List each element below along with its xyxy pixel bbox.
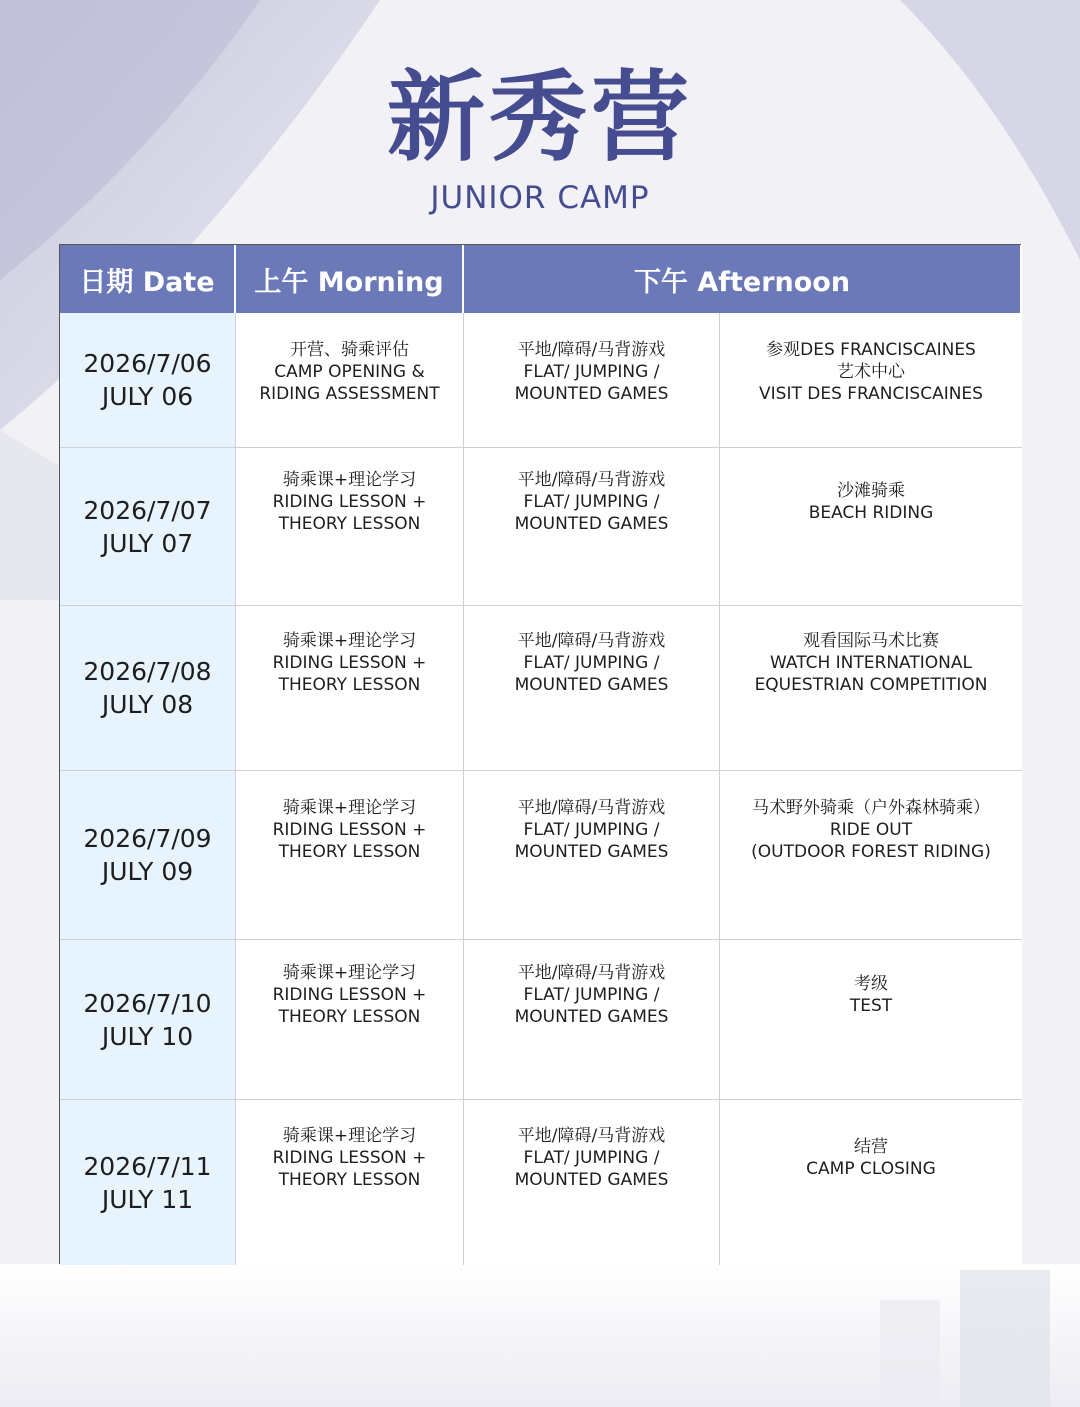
activity-en: CAMP OPENING & bbox=[274, 362, 425, 382]
activity-cn: 观看国际马术比赛 bbox=[803, 631, 939, 651]
header-afternoon: 下午 Afternoon bbox=[464, 245, 1022, 313]
afternoon-activity-cell bbox=[464, 1100, 720, 1265]
activity-en: FLAT/ JUMPING / bbox=[523, 820, 660, 840]
date-numeric: 2026/7/07 bbox=[83, 495, 212, 525]
afternoon-excursion-cell bbox=[720, 448, 1022, 606]
activity-cn: 开营、骑乘评估 bbox=[290, 340, 409, 360]
morning-cell bbox=[236, 448, 464, 606]
activity-en: FLAT/ JUMPING / bbox=[523, 653, 660, 673]
activity-cn: 平地/障碍/马背游戏 bbox=[517, 962, 666, 983]
morning-cell bbox=[236, 1100, 464, 1265]
afternoon-excursion-cell bbox=[720, 771, 1022, 940]
morning-cell bbox=[236, 940, 464, 1100]
activity-en: THEORY LESSON bbox=[278, 1169, 421, 1190]
afternoon-excursion-cell bbox=[720, 313, 1022, 448]
date-numeric: 2026/7/08 bbox=[83, 657, 212, 686]
activity-cn: 考级 bbox=[854, 973, 888, 994]
activity-en: EQUESTRIAN COMPETITION bbox=[754, 675, 988, 695]
afternoon-activity-cell bbox=[464, 940, 720, 1100]
page-subtitle: JUNIOR CAMP bbox=[430, 180, 650, 216]
activity-en: RIDE OUT bbox=[829, 820, 913, 840]
afternoon-excursion-cell bbox=[720, 606, 1022, 771]
date-cell bbox=[60, 606, 236, 771]
activity-en: MOUNTED GAMES bbox=[514, 1006, 669, 1027]
activity-en: MOUNTED GAMES bbox=[514, 513, 669, 534]
date-numeric: 2026/7/10 bbox=[83, 988, 212, 1018]
activity-cn: 平地/障碍/马背游戏 bbox=[517, 631, 666, 651]
date-english: JULY 11 bbox=[101, 1184, 194, 1214]
activity-en: FLAT/ JUMPING / bbox=[523, 491, 660, 512]
date-english: JULY 10 bbox=[101, 1021, 194, 1051]
activity-en: BEACH RIDING bbox=[808, 502, 934, 523]
activity-en: FLAT/ JUMPING / bbox=[523, 362, 660, 382]
date-english: JULY 06 bbox=[101, 382, 194, 411]
activity-cn: 结营 bbox=[854, 1136, 888, 1157]
activity-cn: 骑乘课+理论学习 bbox=[282, 962, 417, 983]
morning-cell bbox=[236, 771, 464, 940]
page-title: 新秀营 bbox=[386, 61, 693, 175]
afternoon-activity-cell bbox=[464, 313, 720, 448]
morning-cell bbox=[236, 606, 464, 771]
activity-cn: 参观DES FRANCISCAINES bbox=[766, 340, 976, 360]
activity-en: MOUNTED GAMES bbox=[514, 384, 669, 404]
activity-cn: 马术野外骑乘（户外森林骑乘） bbox=[752, 798, 990, 818]
activity-cn: 骑乘课+理论学习 bbox=[282, 1125, 417, 1146]
activity-en: FLAT/ JUMPING / bbox=[523, 984, 660, 1005]
afternoon-activity-cell bbox=[464, 606, 720, 771]
activity-cn: 沙滩骑乘 bbox=[837, 480, 905, 501]
activity-en: RIDING ASSESSMENT bbox=[259, 384, 440, 404]
activity-en: THEORY LESSON bbox=[278, 513, 421, 534]
activity-en: CAMP CLOSING bbox=[806, 1158, 936, 1179]
activity-en: RIDING LESSON + bbox=[272, 984, 427, 1005]
header-date: 日期 Date bbox=[60, 245, 236, 313]
activity-cn: 骑乘课+理论学习 bbox=[282, 469, 417, 490]
activity-en: VISIT DES FRANCISCAINES bbox=[759, 384, 983, 404]
date-english: JULY 08 bbox=[101, 690, 194, 719]
activity-en: THEORY LESSON bbox=[278, 1006, 421, 1027]
schedule-table bbox=[59, 244, 1021, 1264]
header-morning: 上午 Morning bbox=[236, 245, 464, 313]
activity-en: MOUNTED GAMES bbox=[514, 842, 669, 862]
afternoon-excursion-cell bbox=[720, 1100, 1022, 1265]
date-cell bbox=[60, 1100, 236, 1265]
activity-en: MOUNTED GAMES bbox=[514, 675, 669, 695]
activity-en: RIDING LESSON + bbox=[272, 820, 427, 840]
activity-en: RIDING LESSON + bbox=[272, 1147, 427, 1168]
date-english: JULY 09 bbox=[101, 857, 194, 886]
activity-cn: 艺术中心 bbox=[837, 362, 905, 382]
date-numeric: 2026/7/09 bbox=[83, 824, 212, 853]
activity-cn: 平地/障碍/马背游戏 bbox=[517, 1125, 666, 1146]
date-numeric: 2026/7/11 bbox=[83, 1151, 212, 1181]
activity-en: WATCH INTERNATIONAL bbox=[770, 653, 972, 673]
activity-cn: 骑乘课+理论学习 bbox=[282, 798, 417, 818]
afternoon-activity-cell bbox=[464, 448, 720, 606]
date-cell bbox=[60, 448, 236, 606]
activity-en: RIDING LESSON + bbox=[272, 653, 427, 673]
morning-cell bbox=[236, 313, 464, 448]
afternoon-activity-cell bbox=[464, 771, 720, 940]
date-numeric: 2026/7/06 bbox=[83, 349, 212, 378]
activity-en: MOUNTED GAMES bbox=[514, 1169, 669, 1190]
activity-en: THEORY LESSON bbox=[278, 675, 421, 695]
date-cell bbox=[60, 771, 236, 940]
date-english: JULY 07 bbox=[101, 528, 194, 558]
activity-en: THEORY LESSON bbox=[278, 842, 421, 862]
afternoon-excursion-cell bbox=[720, 940, 1022, 1100]
activity-en: (OUTDOOR FOREST RIDING) bbox=[751, 842, 991, 862]
activity-en: RIDING LESSON + bbox=[272, 491, 427, 512]
activity-cn: 平地/障碍/马背游戏 bbox=[517, 340, 666, 360]
date-cell bbox=[60, 313, 236, 448]
activity-en: TEST bbox=[849, 995, 893, 1016]
activity-cn: 平地/障碍/马背游戏 bbox=[517, 469, 666, 490]
activity-cn: 平地/障碍/马背游戏 bbox=[517, 798, 666, 818]
activity-cn: 骑乘课+理论学习 bbox=[282, 631, 417, 651]
date-cell bbox=[60, 940, 236, 1100]
activity-en: FLAT/ JUMPING / bbox=[523, 1147, 660, 1168]
